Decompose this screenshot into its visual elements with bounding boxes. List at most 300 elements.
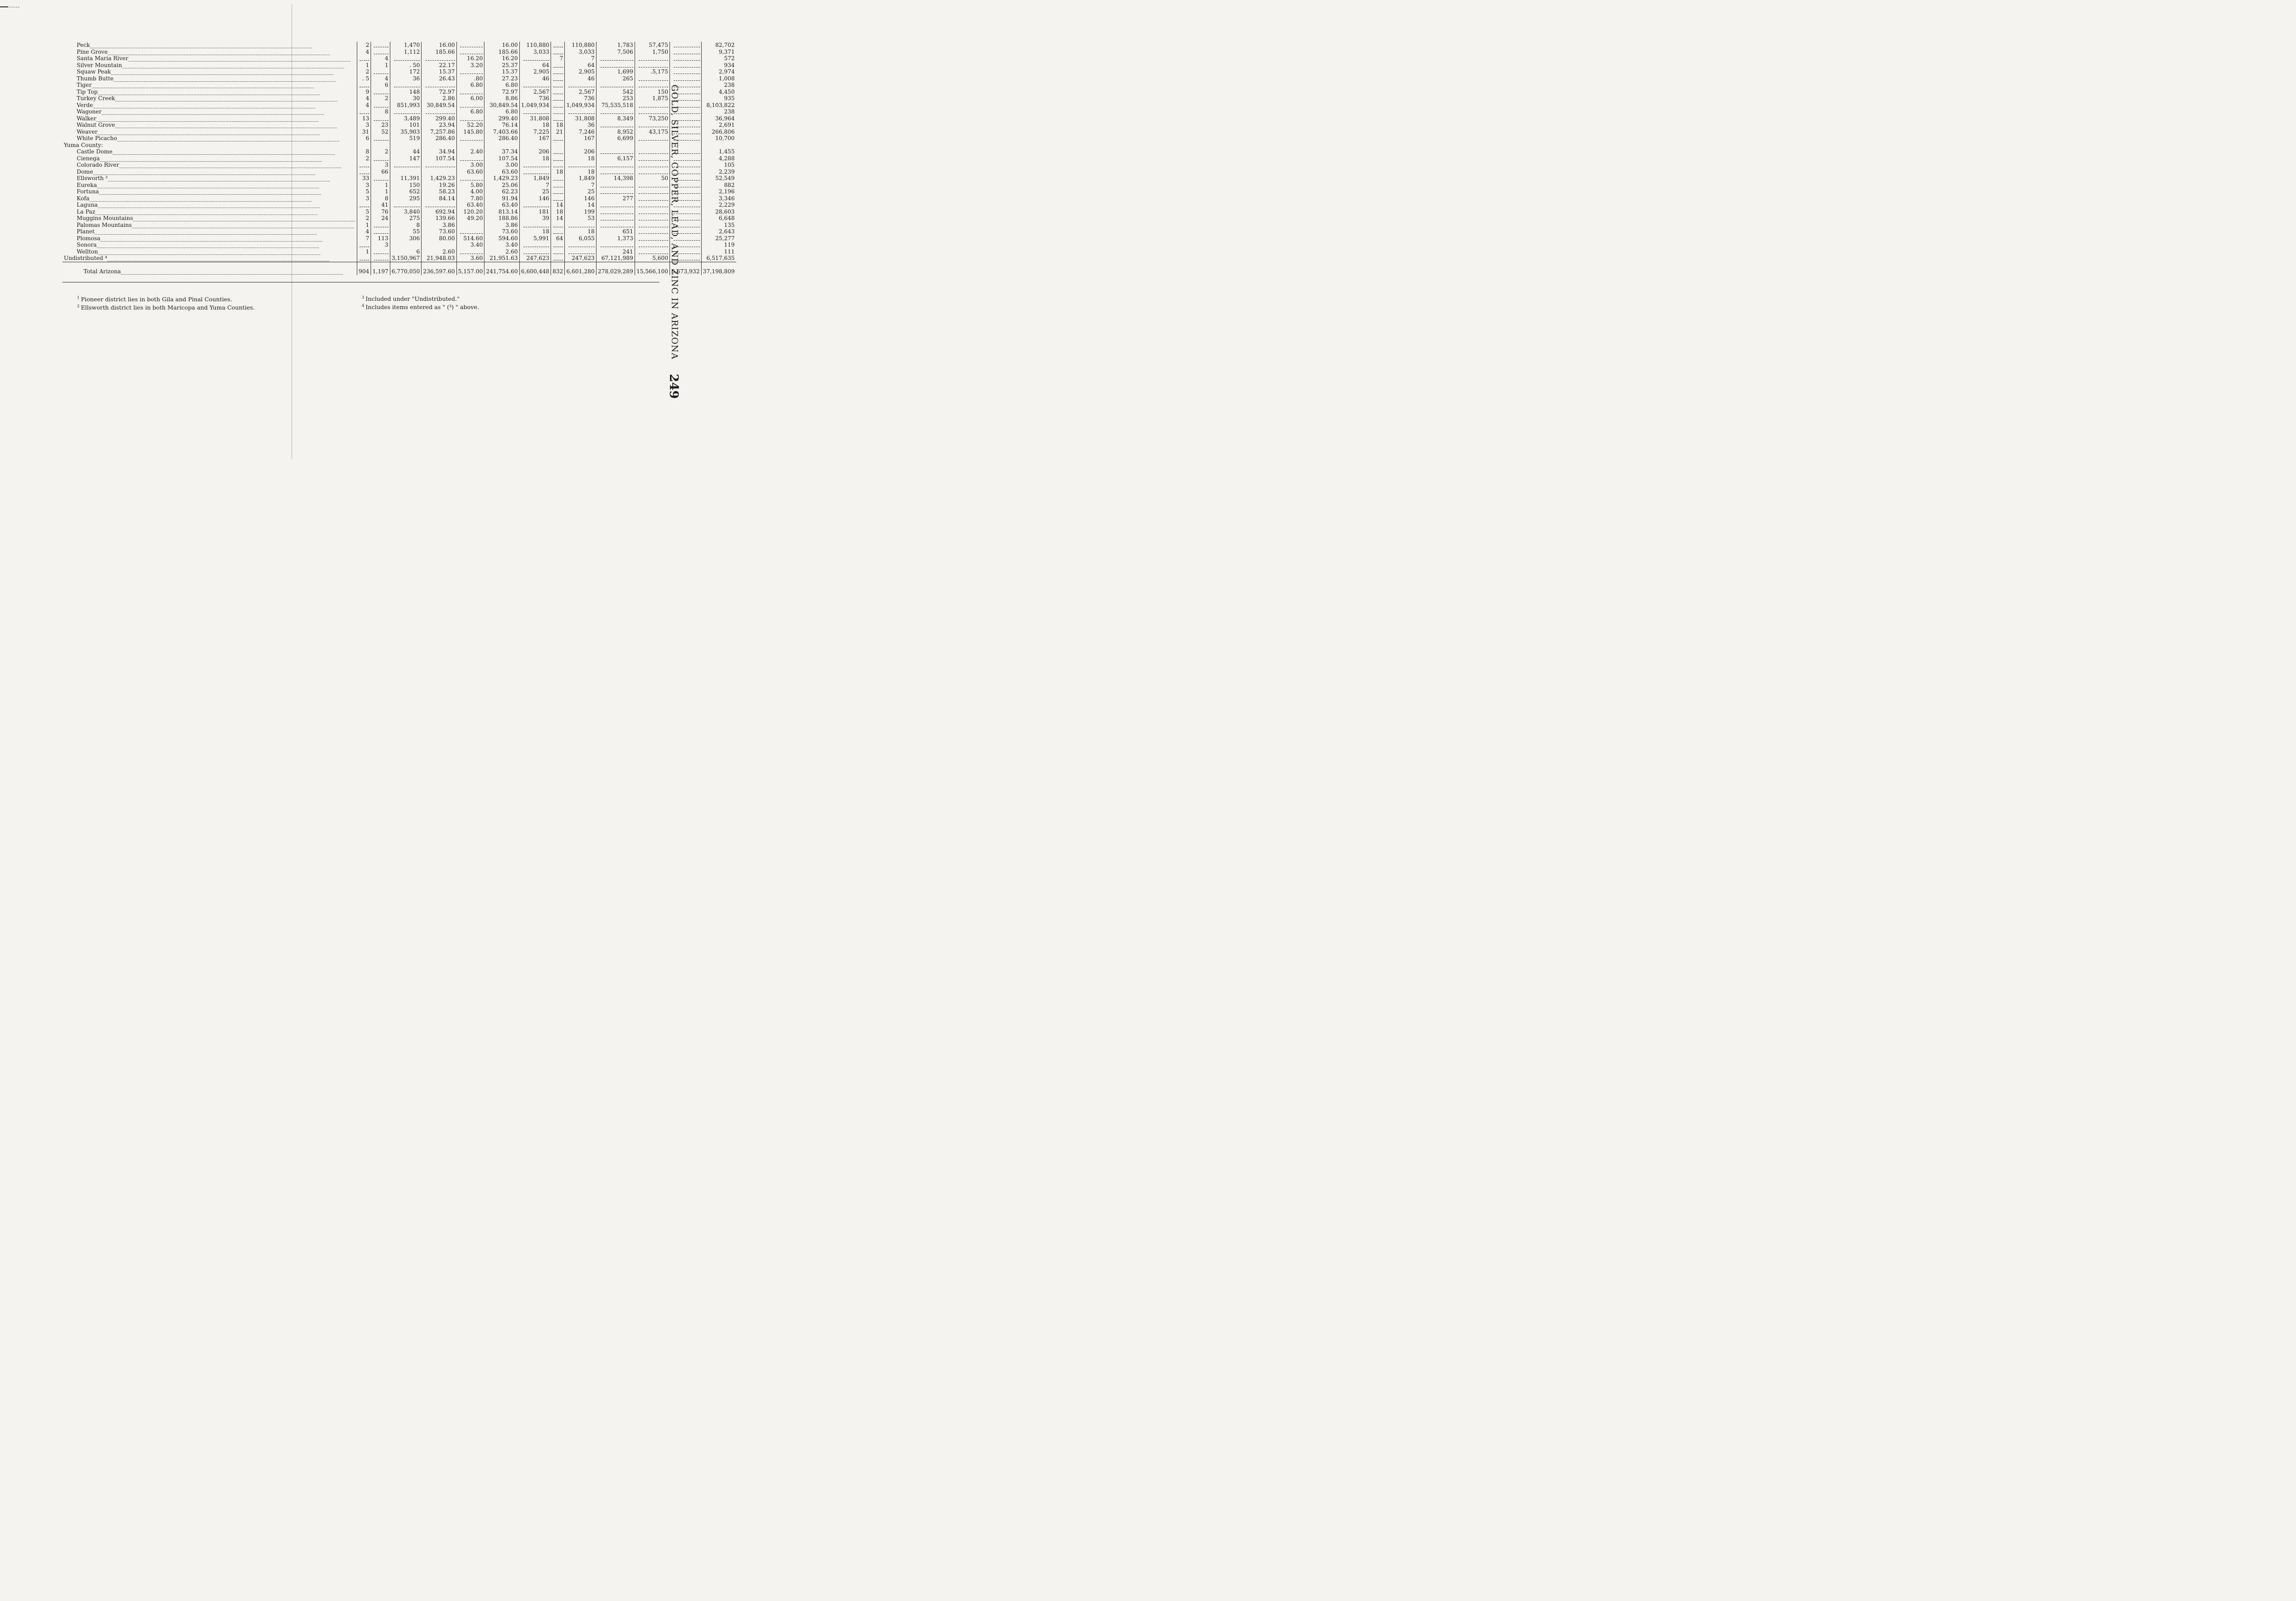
value-cell-c1: 4 [357, 228, 371, 235]
value-cell-c4 [422, 108, 456, 115]
value-cell-c6: 299.40 [484, 115, 519, 122]
value-cell-c6: 286.40 [484, 135, 519, 142]
value-cell-c7: 181 [519, 209, 551, 215]
district-name-cell [62, 255, 357, 262]
value-cell-c1: 6 [357, 135, 371, 142]
value-cell-c13: 6,517,635 [701, 255, 736, 262]
empty-dash [639, 110, 668, 114]
district-name-cell [62, 175, 357, 182]
table-row [62, 115, 736, 122]
value-cell-c1: 5 [357, 209, 371, 215]
footnote-3 [362, 294, 479, 302]
empty-dash [374, 50, 388, 54]
value-cell-c13: 935 [701, 95, 736, 102]
value-cell-c7 [519, 248, 551, 255]
value-cell-c11 [635, 102, 670, 109]
value-cell-c8 [551, 242, 565, 248]
value-cell-c11 [635, 62, 670, 69]
value-cell-c11 [635, 188, 670, 195]
empty-dash [374, 250, 388, 254]
value-cell-c2 [371, 175, 390, 182]
value-cell-c7: 1,849 [519, 175, 551, 182]
district-name-cell [62, 129, 357, 135]
footnote-2-mark: 2 [77, 304, 80, 309]
empty-dash [394, 163, 420, 167]
value-cell-c4 [422, 162, 456, 169]
value-cell-c1: 2 [357, 68, 371, 75]
value-cell-c2: 41 [371, 202, 390, 209]
value-cell-c7: 6,600,448 [519, 262, 551, 275]
value-cell-c5 [456, 135, 484, 142]
value-cell-c11 [635, 169, 670, 175]
value-cell-c1: 2 [357, 215, 371, 222]
value-cell-c10 [596, 122, 635, 129]
value-cell-c9: 18 [565, 155, 597, 162]
value-cell-c6: 30,849.54 [484, 102, 519, 109]
value-cell-c13: 934 [701, 62, 736, 69]
value-cell-c11 [635, 182, 670, 189]
district-name: Castle Dome _____ [64, 148, 355, 155]
value-cell-c5: 5.80 [456, 182, 484, 189]
value-cell-c9: 2,905 [565, 68, 597, 75]
empty-dash [553, 103, 563, 107]
value-cell-c6: 73.60 [484, 228, 519, 235]
value-cell-c13: 2,196 [701, 188, 736, 195]
empty-dash [568, 83, 595, 87]
empty-dash [360, 256, 369, 260]
value-cell-c13: 4,450 [701, 89, 736, 96]
empty-dash [523, 223, 550, 227]
value-cell-c11: 57,475 [635, 42, 670, 49]
value-cell-c10 [596, 202, 635, 209]
table-row [62, 175, 736, 182]
value-cell-c13: 882 [701, 182, 736, 189]
value-cell-c5 [456, 89, 484, 96]
table-row [62, 242, 736, 248]
value-cell-c7: 39 [519, 215, 551, 222]
empty-dash [601, 170, 633, 174]
value-cell-c6: 6.80 [484, 108, 519, 115]
value-cell-c10: 253 [596, 95, 635, 102]
empty-dash [639, 63, 668, 68]
value-cell-c5 [456, 115, 484, 122]
value-cell-c5 [456, 175, 484, 182]
value-cell-c1: 2 [357, 42, 371, 49]
value-cell-c5 [456, 68, 484, 75]
value-cell-c3: . 50 [390, 62, 422, 69]
district-name: Verde _____ [64, 102, 355, 109]
value-cell-c1 [357, 255, 371, 262]
value-cell-c6: 63.60 [484, 169, 519, 175]
empty-dash [639, 216, 668, 220]
district-name: Wellton _____ [64, 248, 355, 255]
value-cell-c8: 832 [551, 262, 565, 275]
empty-dash [523, 203, 550, 207]
value-cell-c8 [551, 248, 565, 255]
empty-dash [460, 103, 483, 107]
value-cell-c11: 5,600 [635, 255, 670, 262]
empty-dash [601, 63, 633, 68]
district-name: Walnut Grove _____ [64, 122, 355, 129]
empty-dash [639, 223, 668, 227]
value-cell-c8 [551, 42, 565, 49]
value-cell-c6: 63.40 [484, 202, 519, 209]
value-cell-c2: 3 [371, 242, 390, 248]
value-cell-c7: 2,567 [519, 89, 551, 96]
value-cell-c5: 7.80 [456, 195, 484, 202]
district-name: Planet _____ [64, 228, 355, 235]
empty-dash [601, 203, 633, 207]
value-cell-c4: 73.60 [422, 228, 456, 235]
value-cell-c5 [456, 49, 484, 56]
value-cell-c8 [551, 228, 565, 235]
value-cell-c1: 1 [357, 62, 371, 69]
district-name-cell [62, 68, 357, 75]
value-cell-c13: 2,643 [701, 228, 736, 235]
value-cell-c7 [519, 142, 551, 149]
value-cell-c6: 25.06 [484, 182, 519, 189]
value-cell-c13: 82,702 [701, 42, 736, 49]
district-name-cell [62, 195, 357, 202]
value-cell-c13: 238 [701, 108, 736, 115]
value-cell-c13: 4,288 [701, 155, 736, 162]
value-cell-c2: 4 [371, 55, 390, 62]
empty-dash [674, 70, 700, 74]
value-cell-c10 [596, 188, 635, 195]
value-cell-c8 [551, 182, 565, 189]
value-cell-c7: 7 [519, 182, 551, 189]
empty-dash [601, 150, 633, 154]
empty-dash [639, 150, 668, 154]
district-name-cell [62, 108, 357, 115]
empty-dash [553, 183, 563, 187]
district-name: Muggins Mountains _____ [64, 215, 355, 222]
district-name: Dome _____ [64, 169, 355, 175]
value-cell-c11 [635, 209, 670, 215]
value-cell-c6: 16.20 [484, 55, 519, 62]
table-row [62, 235, 736, 242]
value-cell-c6: 2.60 [484, 248, 519, 255]
value-cell-c3: 147 [390, 155, 422, 162]
value-cell-c8: 14 [551, 202, 565, 209]
district-name: White Picacho _____ [64, 135, 355, 142]
value-cell-c9: 1,849 [565, 175, 597, 182]
empty-dash [426, 163, 455, 167]
value-cell-c13: 238 [701, 82, 736, 89]
empty-dash [639, 230, 668, 234]
value-cell-c11 [635, 222, 670, 229]
value-cell-c2 [371, 155, 390, 162]
value-cell-c8: 14 [551, 215, 565, 222]
value-cell-c8 [551, 89, 565, 96]
empty-dash [553, 163, 563, 167]
value-cell-c4: 299.40 [422, 115, 456, 122]
value-cell-c6: 1,429.23 [484, 175, 519, 182]
table-row [62, 155, 736, 162]
value-cell-c2: 1 [371, 188, 390, 195]
value-cell-c13: 135 [701, 222, 736, 229]
value-cell-c6: 188.86 [484, 215, 519, 222]
value-cell-c2 [371, 228, 390, 235]
value-cell-c13: 8,103,822 [701, 102, 736, 109]
empty-dash [639, 83, 668, 87]
value-cell-c9: 36 [565, 122, 597, 129]
value-cell-c2: 2 [371, 95, 390, 102]
value-cell-c2: 8 [371, 195, 390, 202]
value-cell-c8: 18 [551, 122, 565, 129]
value-cell-c5: 514.60 [456, 235, 484, 242]
value-cell-c2 [371, 222, 390, 229]
value-cell-c9: 7 [565, 182, 597, 189]
district-name-cell [62, 102, 357, 109]
value-cell-c1: 13 [357, 115, 371, 122]
value-cell-c5: 3.60 [456, 255, 484, 262]
value-cell-c1 [357, 82, 371, 89]
value-cell-c9: 146 [565, 195, 597, 202]
value-cell-c1: 904 [357, 262, 371, 275]
value-cell-c2 [371, 115, 390, 122]
value-cell-c13: 37,198,809 [701, 262, 736, 275]
footnote-1-text: Pioneer district lies in both Gila and Pinal Counties. [81, 296, 232, 303]
value-cell-c7: 7,225 [519, 129, 551, 135]
value-cell-c5 [456, 142, 484, 149]
empty-dash [568, 243, 595, 247]
district-name-cell [62, 135, 357, 142]
value-cell-c3 [390, 162, 422, 169]
empty-dash [374, 176, 388, 180]
value-cell-c9 [565, 82, 597, 89]
value-cell-c13: 105 [701, 162, 736, 169]
empty-dash [460, 157, 483, 161]
district-name-cell [62, 169, 357, 175]
empty-dash [639, 250, 668, 254]
district-name-cell [62, 248, 357, 255]
value-cell-c11 [635, 135, 670, 142]
value-cell-c10: 651 [596, 228, 635, 235]
value-cell-c7: 18 [519, 122, 551, 129]
table-row [62, 215, 736, 222]
value-cell-c6 [484, 142, 519, 149]
value-cell-c11: 50 [635, 175, 670, 182]
district-name-cell [62, 89, 357, 96]
value-cell-c8: 7 [551, 55, 565, 62]
value-cell-c1: 4 [357, 95, 371, 102]
value-cell-c13: 1,008 [701, 75, 736, 82]
district-name-cell [62, 115, 357, 122]
value-cell-c9: 3,033 [565, 49, 597, 56]
value-cell-c4 [422, 55, 456, 62]
empty-dash [394, 203, 420, 207]
value-cell-c9: 64 [565, 62, 597, 69]
value-cell-c13: 28,603 [701, 209, 736, 215]
value-cell-c7: 18 [519, 228, 551, 235]
value-cell-c5: 6.80 [456, 108, 484, 115]
value-cell-c3: 3,489 [390, 115, 422, 122]
district-name-cell [62, 262, 357, 275]
value-cell-c13: 2,974 [701, 68, 736, 75]
value-cell-c10 [596, 142, 635, 149]
district-name: Turkey Creek _____ [64, 95, 355, 102]
value-cell-c8: 64 [551, 235, 565, 242]
value-cell-c9: 247,623 [565, 255, 597, 262]
table-row [62, 89, 736, 96]
value-cell-c2 [371, 68, 390, 75]
value-cell-c13: 3,346 [701, 195, 736, 202]
value-cell-c7: 46 [519, 75, 551, 82]
empty-dash [426, 110, 455, 114]
empty-dash [553, 250, 563, 254]
district-name-cell [62, 222, 357, 229]
value-cell-c10 [596, 209, 635, 215]
value-cell-c3 [390, 108, 422, 115]
value-cell-c10: 6,157 [596, 155, 635, 162]
value-cell-c10: 277 [596, 195, 635, 202]
empty-dash [360, 163, 369, 167]
empty-dash [553, 223, 563, 227]
value-cell-c11: .5,175 [635, 68, 670, 75]
footnote-2 [77, 303, 255, 311]
value-cell-c8 [551, 102, 565, 109]
district-name: Palomas Mountains _____ [64, 222, 355, 229]
value-cell-c6: 37.34 [484, 148, 519, 155]
district-name-cell [62, 122, 357, 129]
table-row [62, 182, 736, 189]
value-cell-c1 [357, 169, 371, 175]
district-name-cell [62, 235, 357, 242]
empty-dash [394, 110, 420, 114]
value-cell-c6: 3.86 [484, 222, 519, 229]
empty-dash [460, 50, 483, 54]
production-table [62, 42, 736, 275]
footnote-2-text: Ellsworth district lies in both Maricopa and Yuma Counties. [81, 304, 255, 311]
value-cell-c6: 16.00 [484, 42, 519, 49]
value-cell-c4: 692.94 [422, 209, 456, 215]
value-cell-c11: 1,875 [635, 95, 670, 102]
district-name-cell [62, 95, 357, 102]
footnotes-right [362, 294, 479, 310]
district-name: Pine Grove _____ [64, 49, 355, 56]
value-cell-c13: 10,700 [701, 135, 736, 142]
value-cell-c3: 30 [390, 95, 422, 102]
value-cell-c4: 2.60 [422, 248, 456, 255]
empty-dash [374, 117, 388, 121]
empty-dash [523, 243, 550, 247]
value-cell-c4: 3.86 [422, 222, 456, 229]
district-name: Kofa _____ [64, 195, 355, 202]
value-cell-c10 [596, 162, 635, 169]
district-name-cell [62, 202, 357, 209]
table-row [62, 222, 736, 229]
value-cell-c7: 5,991 [519, 235, 551, 242]
district-name-cell [62, 155, 357, 162]
value-cell-c13: 2,691 [701, 122, 736, 129]
value-cell-c4: 23.94 [422, 122, 456, 129]
table-row [62, 55, 736, 62]
empty-dash [553, 63, 563, 68]
value-cell-c7 [519, 222, 551, 229]
value-cell-c5: 3.40 [456, 242, 484, 248]
empty-dash [426, 56, 455, 61]
value-cell-c4: 19.26 [422, 182, 456, 189]
value-cell-c7: 3,033 [519, 49, 551, 56]
empty-dash [601, 163, 633, 167]
table-row [62, 202, 736, 209]
empty-dash [601, 223, 633, 227]
footnote-1-mark: 1 [77, 296, 80, 300]
value-cell-c13: 6,648 [701, 215, 736, 222]
value-cell-c2 [371, 248, 390, 255]
value-cell-c10 [596, 55, 635, 62]
value-cell-c4: 15.37 [422, 68, 456, 75]
empty-dash [553, 136, 563, 141]
empty-dash [360, 83, 369, 87]
value-cell-c10: 75,535,518 [596, 102, 635, 109]
value-cell-c8 [551, 222, 565, 229]
table-row [62, 129, 736, 135]
table-row [62, 162, 736, 169]
empty-dash [553, 157, 563, 161]
table-row [62, 135, 736, 142]
footnotes-left [77, 294, 255, 311]
district-name-cell [62, 148, 357, 155]
value-cell-c8 [551, 82, 565, 89]
value-cell-c11 [635, 122, 670, 129]
value-cell-c11: 15,566,100 [635, 262, 670, 275]
value-cell-c5 [456, 228, 484, 235]
value-cell-c9 [565, 242, 597, 248]
value-cell-c3: 36 [390, 75, 422, 82]
value-cell-c1: 1 [357, 248, 371, 255]
value-cell-c3: 1,470 [390, 42, 422, 49]
table-row [62, 188, 736, 195]
value-cell-c1 [357, 162, 371, 169]
value-cell-c5: 6.00 [456, 95, 484, 102]
empty-dash [674, 63, 700, 68]
value-cell-c7: 167 [519, 135, 551, 142]
value-cell-c3: 44 [390, 148, 422, 155]
empty-dash [639, 136, 668, 141]
empty-dash [553, 197, 563, 201]
value-cell-c10: 1,373 [596, 235, 635, 242]
value-cell-c2 [371, 89, 390, 96]
value-cell-c13: 266,806 [701, 129, 736, 135]
value-cell-c10: 542 [596, 89, 635, 96]
value-cell-c13: 2,239 [701, 169, 736, 175]
table-row [62, 255, 736, 262]
value-cell-c8 [551, 62, 565, 69]
value-cell-c6: 241,754.60 [484, 262, 519, 275]
empty-dash [601, 110, 633, 114]
value-cell-c10: 278,029,289 [596, 262, 635, 275]
district-name: Tiger _____ [64, 82, 355, 89]
empty-dash [553, 190, 563, 194]
district-name: Cienega _____ [64, 155, 355, 162]
value-cell-c4: 58.23 [422, 188, 456, 195]
value-cell-c8 [551, 162, 565, 169]
value-cell-c7: 110,880 [519, 42, 551, 49]
value-cell-c1 [357, 55, 371, 62]
footnote-4 [362, 302, 479, 310]
value-cell-c8: 18 [551, 169, 565, 175]
value-cell-c3 [390, 142, 422, 149]
value-cell-c2: 1 [371, 182, 390, 189]
empty-dash [553, 83, 563, 87]
value-cell-c3: 150 [390, 182, 422, 189]
empty-dash [553, 117, 563, 121]
value-cell-c4 [422, 242, 456, 248]
empty-dash [460, 136, 483, 141]
value-cell-c4: 22.17 [422, 62, 456, 69]
